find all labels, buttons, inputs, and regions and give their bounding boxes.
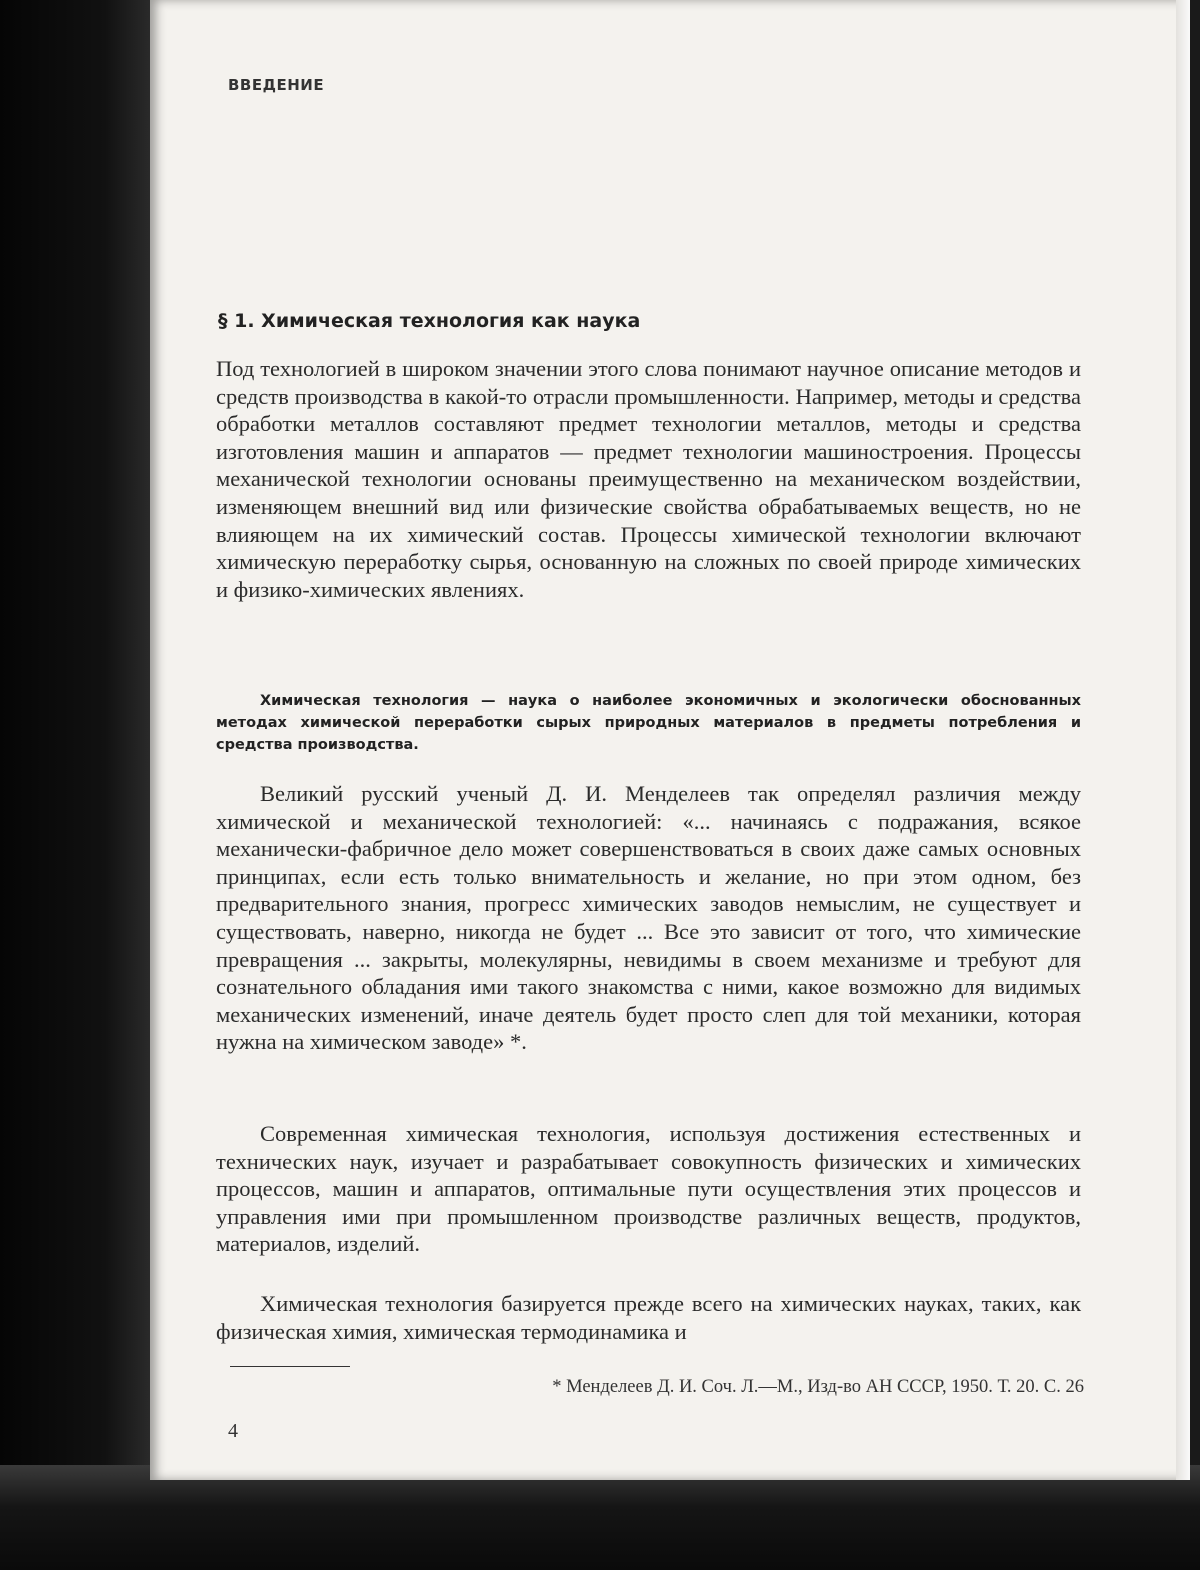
footnote-divider <box>230 1366 350 1367</box>
book-page <box>150 0 1190 1480</box>
section-header: ВВЕДЕНИЕ <box>228 76 325 94</box>
body-paragraph-2: Великий русский ученый Д. И. Менделеев так определял различия между химической и механической технологией: «... начинаясь с подражания, всякое механически-фабричное дело может совершенствоваться в своих даже самых основных принципах, если есть только внимательность и желание, но при этом одном, без предварительного знания, прогресс химических заводов немыслим, не существует и существовать, наверно, никогда не будет ... Все это зависит от того, что химические превращения ... закрыты, молекулярны, невидимы в своем механизме и требуют для сознательного обладания ими такого знакомства с ними, какое возможно для видимых механических изменений, иначе деятель будет просто слеп для той механики, которая нужна на химическом заводе» *. <box>216 781 1081 1055</box>
definition-block: Химическая технология — наука о наиболее экономичных и экологически обоснованных методах химической переработки сырых природных материалов в предметы потребления и средства производства. <box>216 693 1081 753</box>
page-edge <box>1176 0 1190 1480</box>
page-number: 4 <box>228 1420 238 1442</box>
footnote: * Менделеев Д. И. Соч. Л.—М., Изд-во АН СССР, 1950. Т. 20. С. 26 <box>552 1377 1084 1397</box>
scan-dark-margin-bottom <box>0 1465 1200 1570</box>
body-paragraph-1: Под технологией в широком значении этого слова понимают научное описание методов и средств производства в какой-то отрасли промышленности. Например, методы и средства обработки металлов составляют предмет технологии металлов, методы и средства изготовления машин и аппаратов — предмет технологии машиностроения. Процессы механической технологии основаны преимущественно на механическом воздействии, изменяющем внешний вид или физические свойства обрабатываемых веществ, но не влияющем на их химический состав. Процессы химической технологии включают химическую переработку сырья, основанную на сложных по своей природе химических и физико-химических явлениях. <box>216 356 1081 602</box>
scan-dark-margin-left <box>0 0 150 1570</box>
body-paragraph-3: Современная химическая технология, используя достижения естественных и технических наук, изучает и разрабатывает совокупность физических и химических процессов, машин и аппаратов, оптимальные пути осуществления этих процессов и управления ими при промышленном производстве различных веществ, продуктов, материалов, изделий. <box>216 1121 1081 1257</box>
paragraph-heading: § 1. Химическая технология как наука <box>218 310 641 332</box>
body-paragraph-4: Химическая технология базируется прежде всего на химических науках, таких, как физическая химия, химическая термодинамика и <box>216 1291 1081 1344</box>
